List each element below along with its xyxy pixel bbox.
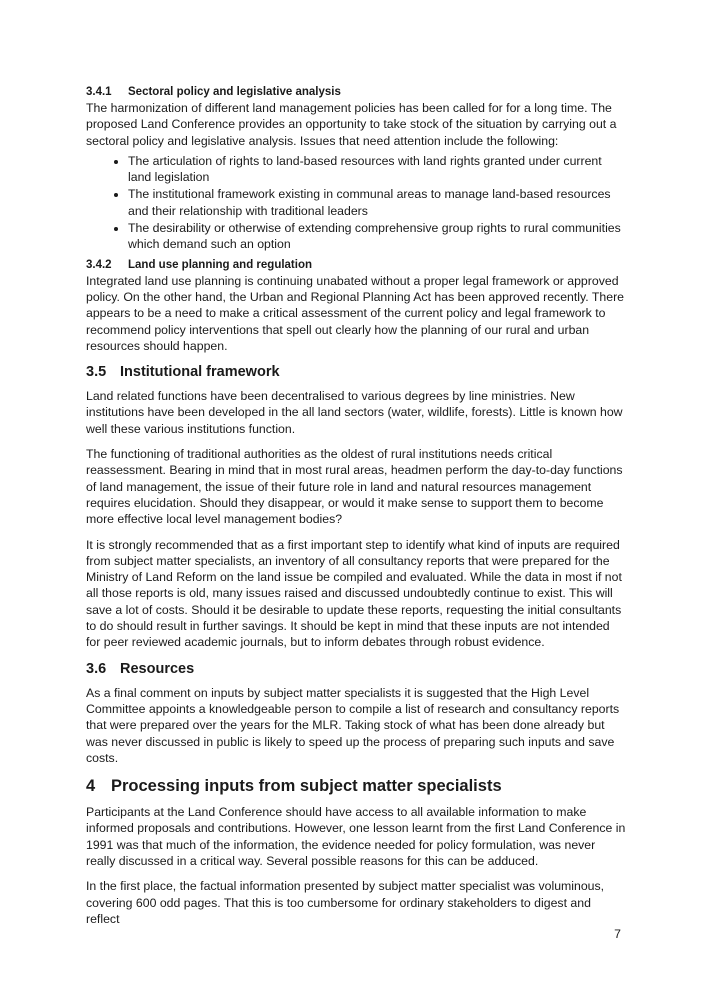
heading-title: Land use planning and regulation [128, 258, 313, 271]
heading-3-4-1 [86, 84, 626, 100]
list-item: • The desirability or otherwise of extending comprehensive group rights to rural communities which demand such an option [128, 220, 626, 253]
paragraph-3-5-2: The functioning of traditional authorities as the oldest of rural institutions needs critical reassessment. Bearing in mind that in most rural areas, headmen perform the day-to-day functions of land management, the issue of their future role in land and natural resources management requires elucidation. Should they disappear, or would it make sense to support them to become more effective local level management bodies? [86, 447, 623, 527]
heading-3-5 [86, 363, 626, 381]
paragraph-3-5-1: Land related functions have been decentralised to various degrees by line ministries. New institutions have been developed in the all land sectors (water, wildlife, forests). Little is known how well these various institutions function. [86, 389, 623, 436]
paragraph-4-1: Participants at the Land Conference should have access to all available information to make informed proposals and contributions. However, one lesson learnt from the first Land Conference in 1991 was that much of the information, the evidence needed for policy formulation, was never really discussed in a critical way. Several possible reasons for this can be adduced. [86, 805, 626, 868]
bullet-list-3-4-1 [86, 153, 626, 253]
heading-number: 3.4.1 [86, 86, 112, 98]
heading-title: Sectoral policy and legislative analysis [128, 86, 341, 98]
list-item: • The institutional framework existing in communal areas to manage land-based resources and their relationship with traditional leaders [128, 186, 626, 219]
heading-number: 3.5 [86, 364, 107, 381]
heading-title: Institutional framework [120, 364, 280, 381]
heading-3-6 [86, 660, 626, 678]
page-number: 7 [614, 927, 621, 941]
heading-title: Resources [120, 660, 195, 677]
heading-number: 4 [86, 777, 96, 796]
heading-4 [86, 776, 626, 796]
list-item: • The articulation of rights to land-based resources with land rights granted under current land legislation [128, 153, 626, 186]
heading-title: Processing inputs from subject matter specialists [111, 777, 502, 796]
paragraph-3-4-2: Integrated land use planning is continuing unabated without a proper legal framework or approved policy. On the other hand, the Urban and Regional Planning Act has been approved recently. There appears to be a need to make a critical assessment of the current policy and legal framework to recommend policy interventions that spell out clearly how the planning of our rural and urban resources should happen. [86, 273, 625, 353]
paragraph-3-4-1-intro: The harmonization of different land management policies has been called for for a long time. The proposed Land Conference provides an opportunity to take stock of the situation by carrying out a sectoral policy and legislative analysis. Issues that need attention include the following: [86, 101, 617, 148]
paragraph-4-2: In the first place, the factual information presented by subject matter specialist was voluminous, covering 600 odd pages. That this is too cumbersome for ordinary stakeholders to digest and reflect [86, 879, 605, 926]
heading-number: 3.6 [86, 660, 107, 677]
paragraph-3-5-3: It is strongly recommended that as a first important step to identify what kind of inputs are required from subject matter specialists, an inventory of all consultancy reports that were prepared for the Ministry of Land Reform on the land issue be compiled and evaluated. While the data in most if not all those reports is old, many issues raised and discussed undoubtedly continue to exist. This will save a lot of costs. Should it be desirable to update these reports, requesting the initial consultants to do should result in further savings. It should be kept in mind that these inputs are not intended for peer reviewed academic journals, but to inform debates through robust evidence. [86, 537, 622, 650]
heading-number: 3.4.2 [86, 258, 112, 271]
heading-3-4-2 [86, 257, 626, 273]
paragraph-3-6: As a final comment on inputs by subject matter specialists it is suggested that the High Level Committee appoints a knowledgeable person to compile a list of research and consultancy reports that were prepared over the years for the MLR. Taking stock of what has been done already but was never discussed in public is likely to speed up the process of preparing such inputs and save costs. [86, 685, 620, 765]
document-page [86, 84, 626, 936]
